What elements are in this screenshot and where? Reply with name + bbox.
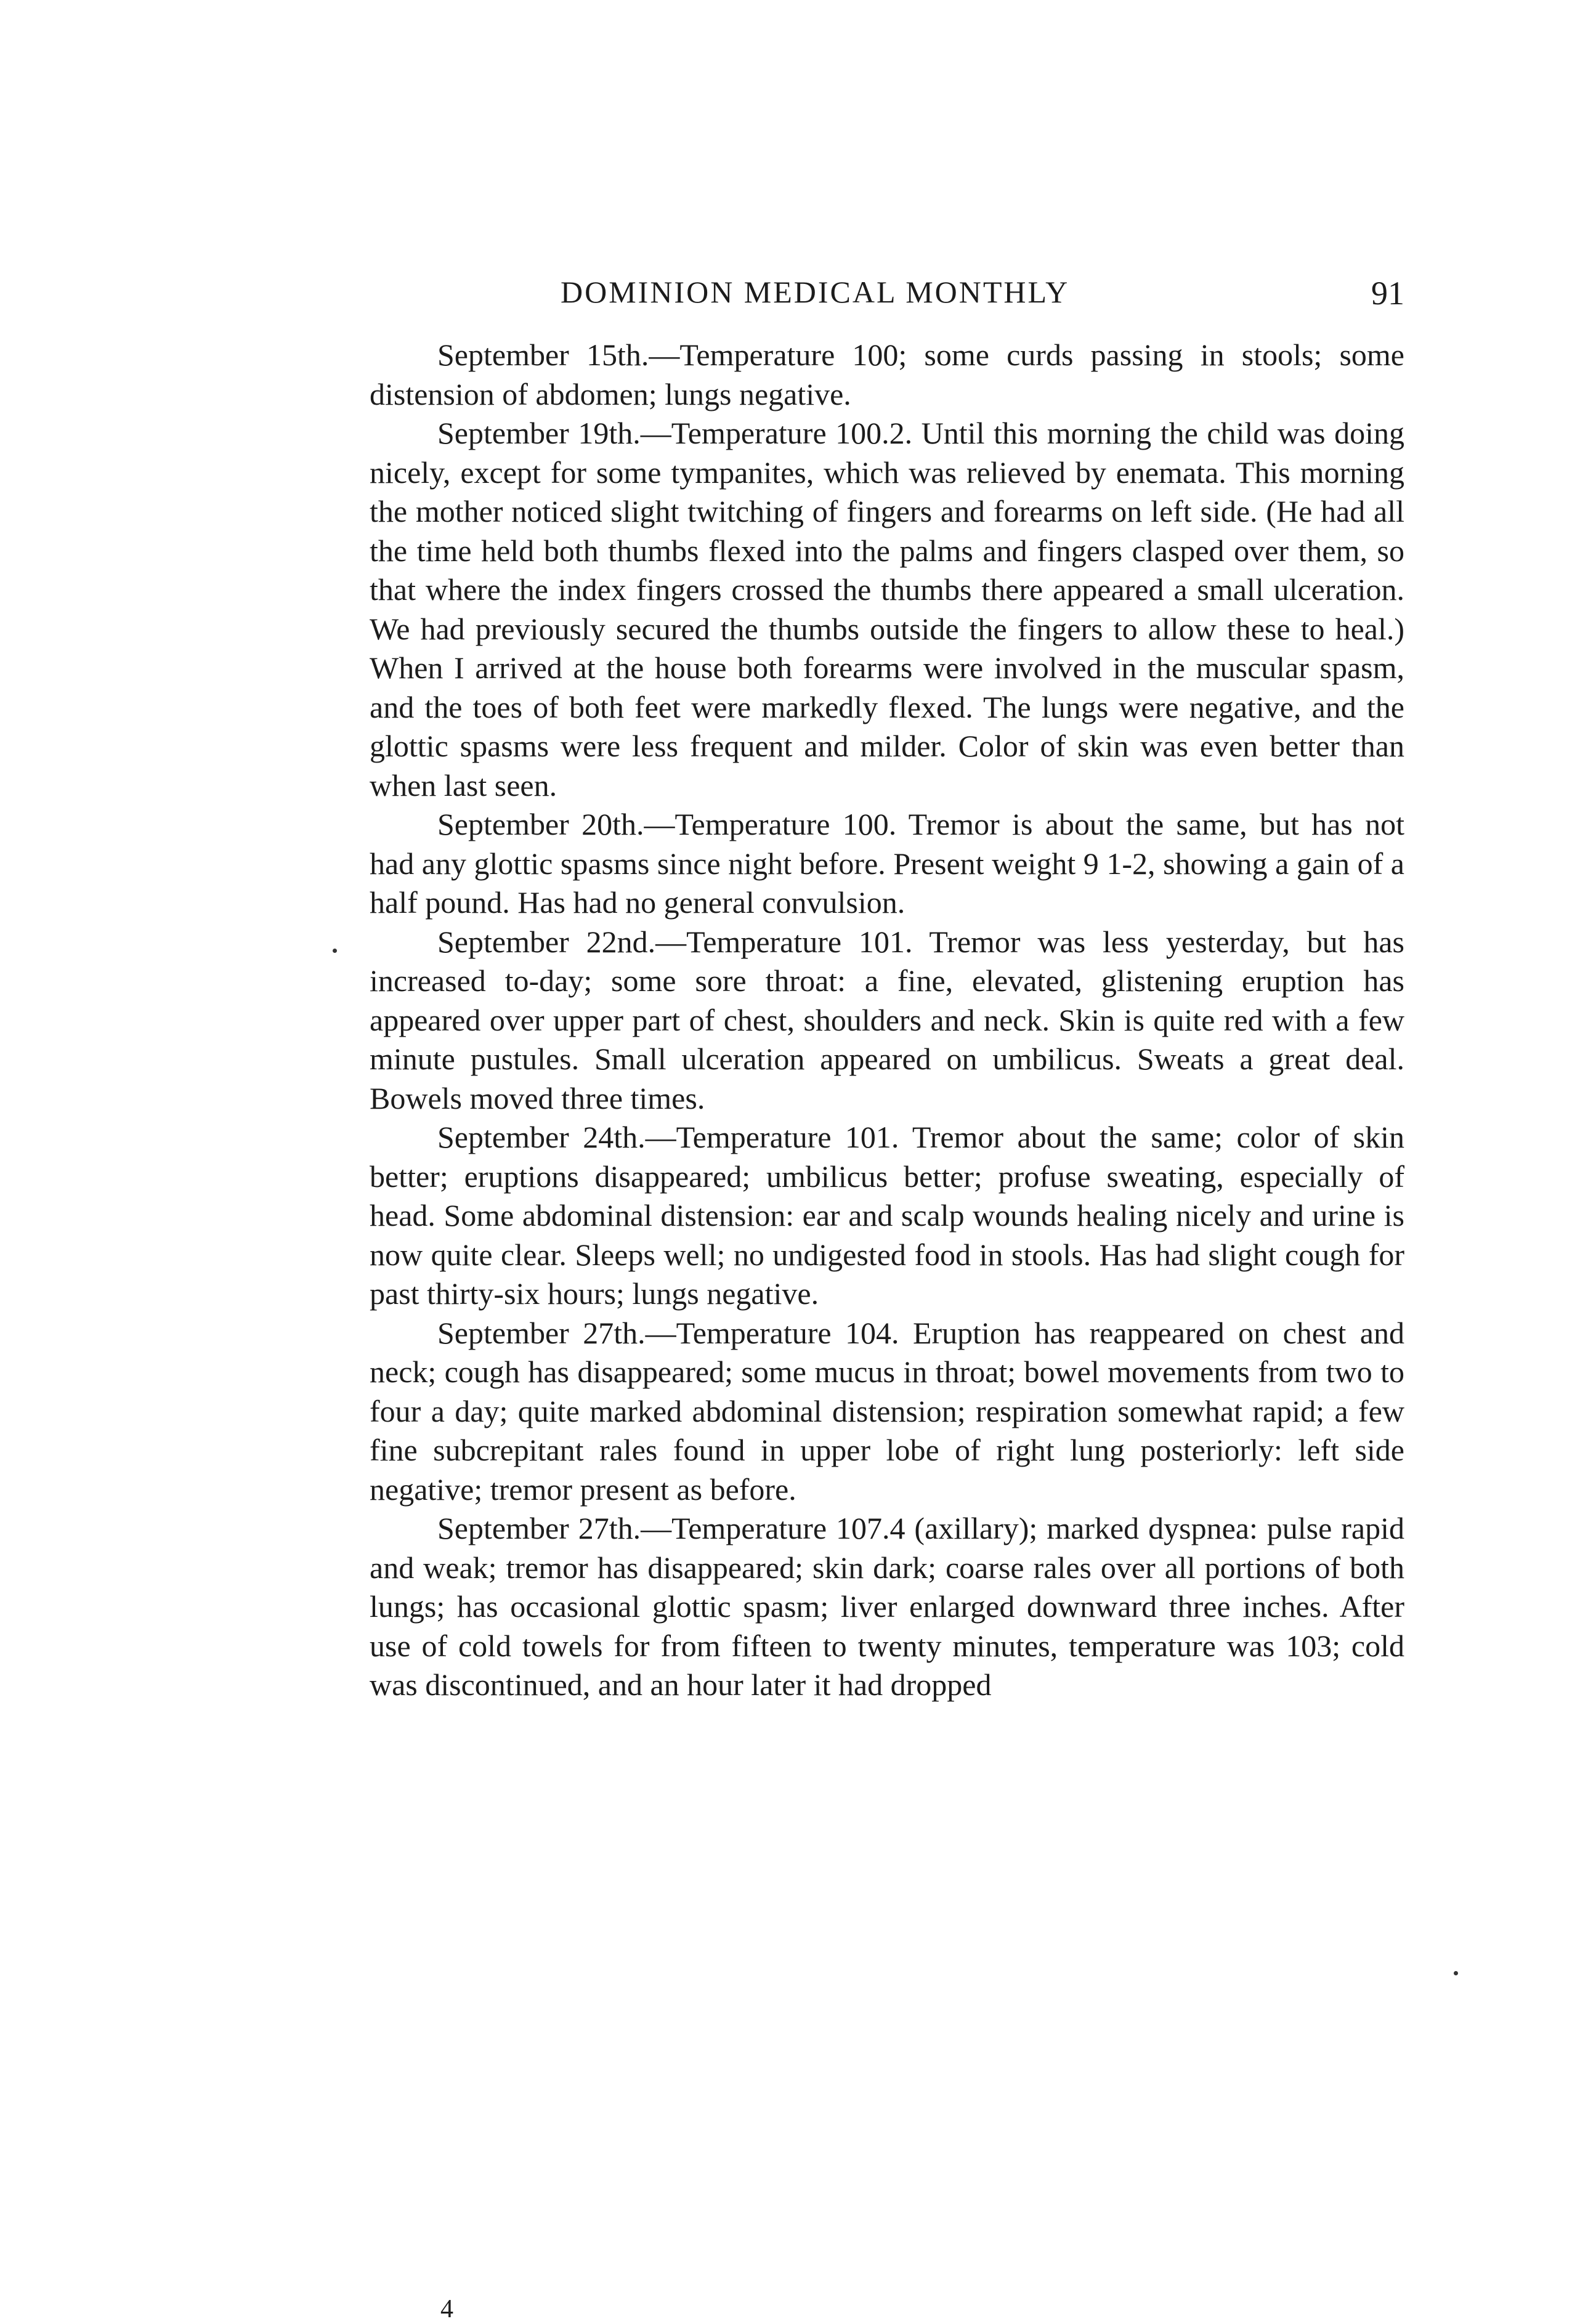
signature-mark: 4 (440, 2295, 453, 2323)
running-head (370, 262, 1404, 336)
entry-september-19: September 19th.—Temperature 100.2. Until this morning the child was doing nicely, except for some tympanites, which was relieved by enemata. This morning the mother noticed slight twitching of fingers and forearms on left side. (He had all the time held both thumbs flexed into the palms and fingers clasped over them, so that where the index fingers crossed the thumbs there appeared a small ulceration. We had previously secured the thumbs outside the fingers to allow these to heal.) When I arrived at the house both forearms were involved in the muscular spasm, and the toes of both feet were markedly flexed. The lungs were negative, and the glottic spasms were less frequent and milder. Color of skin was even better than when last seen. (370, 416, 1404, 803)
stray-ink-dot-left (333, 949, 337, 953)
page-number: 91 (1371, 275, 1404, 312)
journal-title: DOMINION MEDICAL MONTHLY (561, 275, 1070, 309)
entry-september-20: September 20th.—Temperature 100. Tremor is about the same, but has not had any glottic spasms since night before. Present weight 9 1-2, showing a gain of a half pound. Has had no general convulsion. (370, 807, 1404, 920)
page (370, 262, 1404, 2323)
entry-september-22: September 22nd.—Temperature 101. Tremor was less yesterday, but has increased to-day; some sore throat: a fine, elevated, glistening eruption has appeared over upper part of chest, shoulders and neck. Skin is quite red with a few minute pustules. Small ulceration appeared on umbilicus. Sweats a great deal. Bowels moved three times. (370, 924, 1404, 1115)
entry-september-15: September 15th.—Temperature 100; some curds passing in stools; some distension of abdomen; lungs negative. (370, 338, 1404, 411)
stray-ink-dot-right (1454, 1971, 1458, 1975)
entry-september-24: September 24th.—Temperature 101. Tremor about the same; color of skin better; eruptions disappeared; umbilicus better; profuse sweating, especially of head. Some abdominal distension: ear and scalp wounds healing nicely and urine is now quite clear. Sleeps well; no undigested food in stools. Has had slight cough for past thirty-six hours; lungs negative. (370, 1120, 1404, 1311)
entry-september-27-first: September 27th.—Temperature 104. Eruption has reappeared on chest and neck; cough has disappeared; some mucus in throat; bowel movements from two to four a day; quite marked abdominal distension; respiration somewhat rapid; a few fine subcrepitant rales found in upper lobe of right lung posteriorly: left side negative; tremor present as before. (370, 1315, 1404, 1507)
entry-september-27-second: September 27th.—Temperature 107.4 (axillary); marked dyspnea: pulse rapid and weak; tremor has disappeared; skin dark; coarse rales over all portions of both lungs; has occasional glottic spasm; liver enlarged downward three inches. After use of cold towels for from fifteen to twenty minutes, temperature was 103; cold was discontinued, and an hour later it had dropped (370, 1511, 1404, 1702)
